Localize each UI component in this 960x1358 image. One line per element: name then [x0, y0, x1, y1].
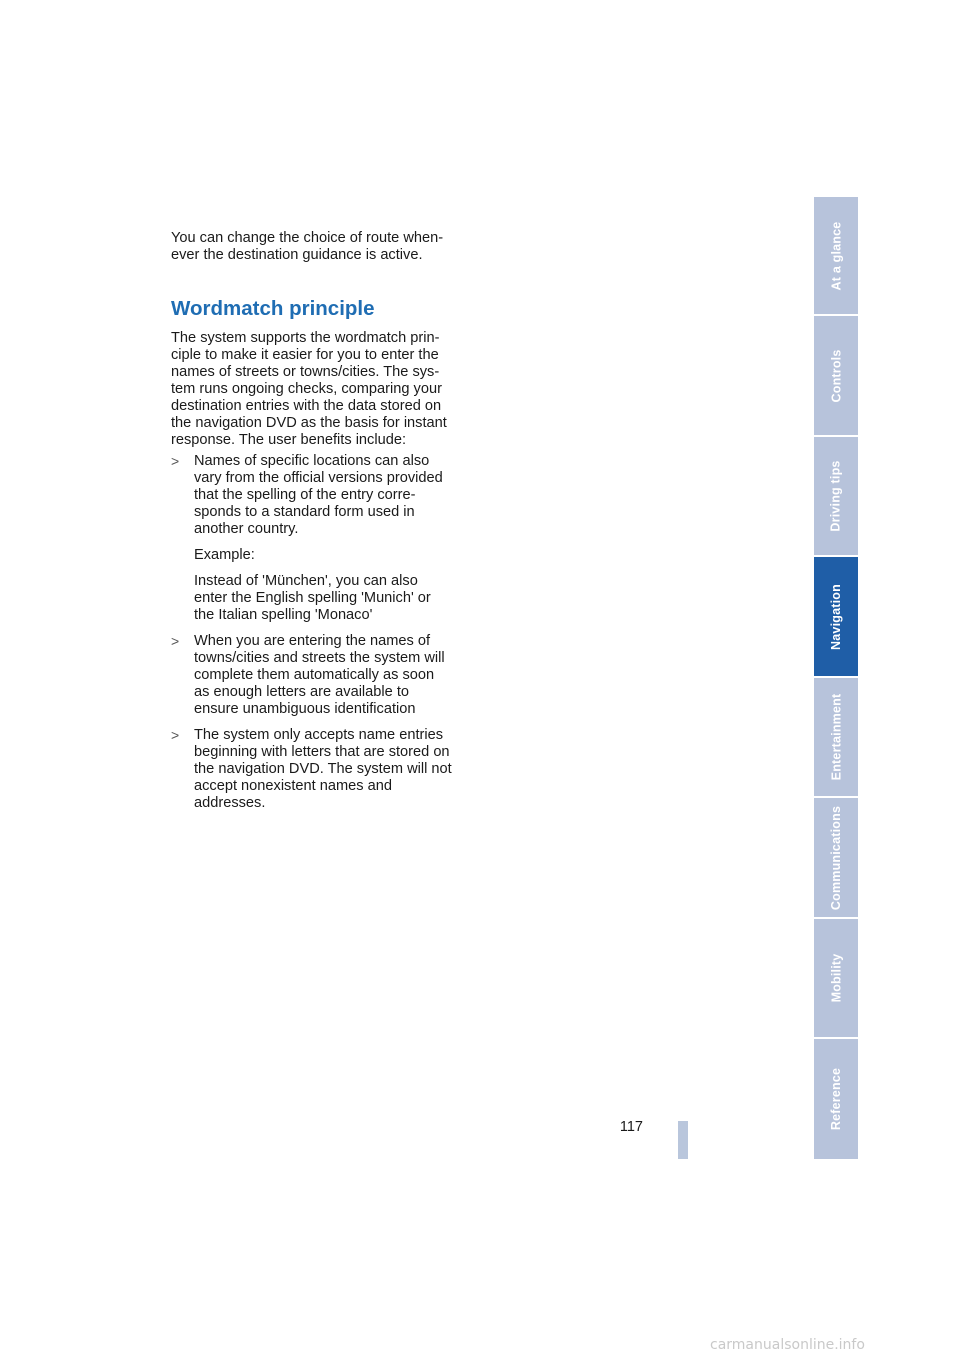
tab-at-a-glance[interactable]	[814, 197, 858, 314]
tab-label: Navigation	[829, 583, 843, 650]
example-text: Instead of 'München', you can also enter the English spelling 'Munich' or the Italian spelling 'Monaco'	[194, 573, 431, 623]
list-item	[171, 727, 471, 812]
bullet-arrow: >	[171, 453, 180, 469]
tab-mobility[interactable]	[814, 919, 858, 1037]
tab-label: Entertainment	[829, 693, 844, 781]
list-item	[171, 453, 471, 624]
benefits-list	[171, 453, 471, 821]
tab-label: Mobility	[829, 953, 844, 1003]
list-item	[171, 633, 471, 718]
tab-entertainment[interactable]	[814, 678, 858, 796]
tab-navigation[interactable]	[814, 557, 858, 676]
list-item-text: Names of specific locations can also vary from the official versions provided that the spelling of the entry corre- sponds to a standard form used in another country.	[194, 453, 443, 537]
tab-controls[interactable]	[814, 316, 858, 435]
list-item-text: When you are entering the names of towns/cities and streets the system will complete them automatically as soon as enough letters are available to ensure unambiguous identification	[194, 633, 445, 717]
tab-reference[interactable]	[814, 1039, 858, 1159]
watermark: carmanualsonline.info	[710, 1337, 865, 1353]
tab-label: At a glance	[829, 221, 844, 290]
list-item-text: The system only accepts name entries beginning with letters that are stored on the navigation DVD. The system will not accept nonexistent names and addresses.	[194, 727, 452, 811]
bullet-arrow: >	[171, 727, 180, 743]
page-number: 117	[619, 1119, 643, 1135]
example-label: Example:	[194, 547, 255, 563]
tab-driving-tips[interactable]	[814, 437, 858, 555]
tab-label: Reference	[829, 1067, 843, 1131]
tab-communications[interactable]	[814, 798, 858, 917]
tab-label: Driving tips	[829, 460, 843, 532]
chapter-tabs	[814, 197, 858, 1159]
bullet-arrow: >	[171, 633, 180, 649]
body-paragraph: The system supports the wordmatch prin- ciple to make it easier for you to enter the names of streets or towns/cities. The sys- tem runs ongoing checks, comparing your destination entries with the data stored on the navigation DVD as the basis for instant response. The user benefits include:	[171, 330, 447, 448]
section-heading: Wordmatch principle	[171, 297, 375, 320]
tab-label: Communications	[829, 805, 844, 910]
tab-label: Controls	[829, 349, 843, 402]
page-marker-bar	[678, 1121, 688, 1159]
intro-paragraph: You can change the choice of route when- ever the destination guidance is active.	[171, 230, 444, 263]
